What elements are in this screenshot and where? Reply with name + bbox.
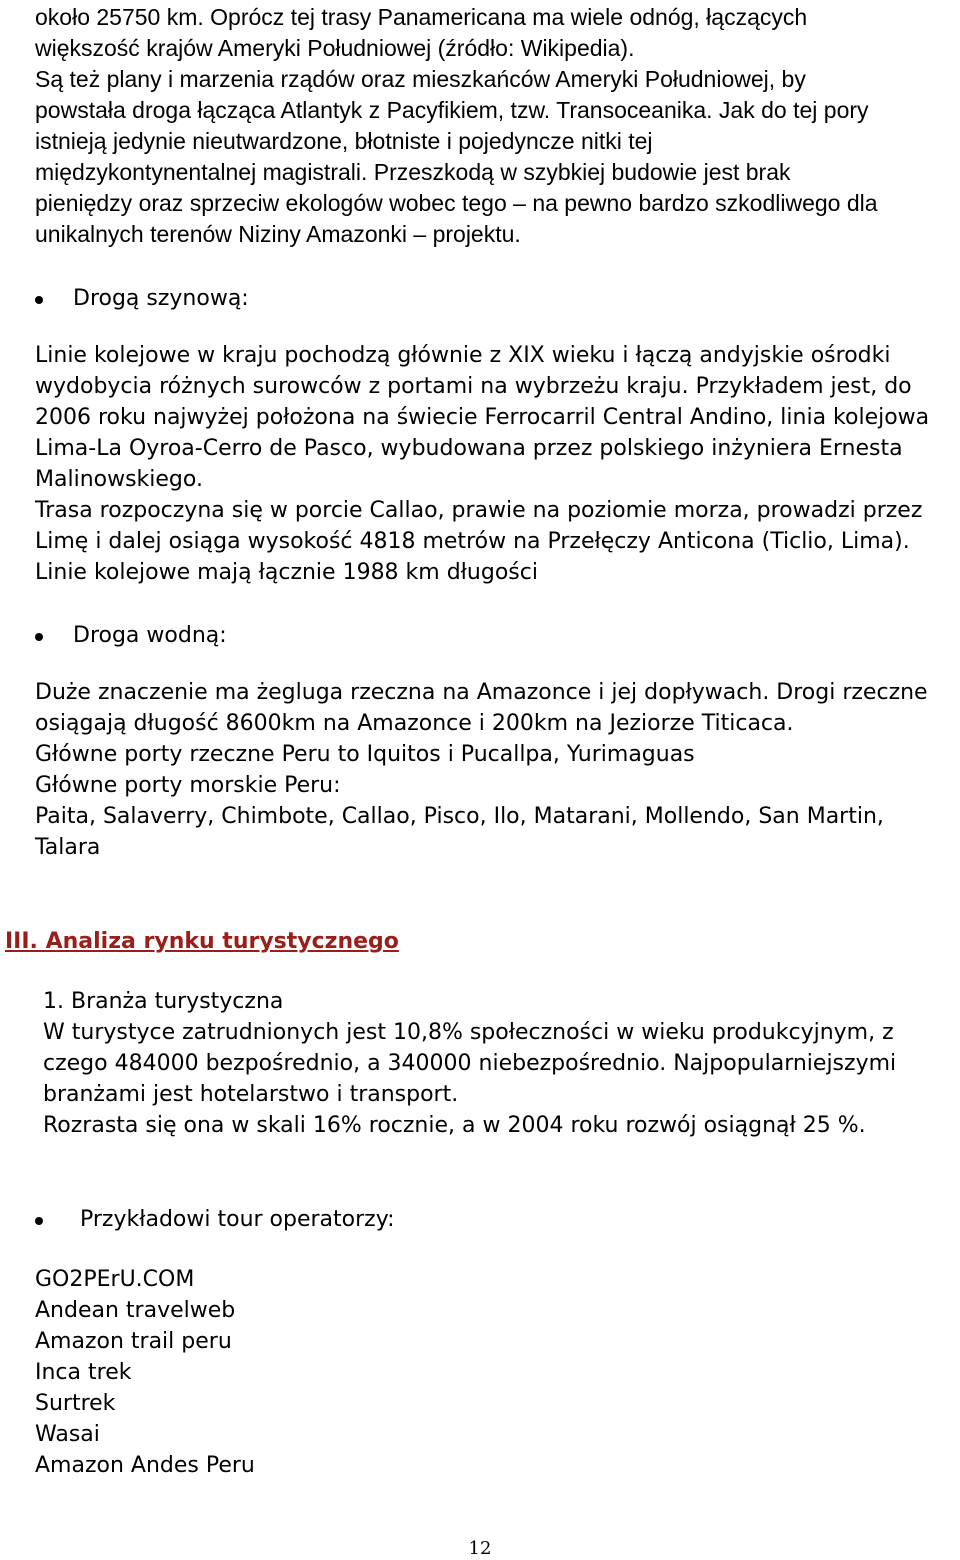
text-line: czego 484000 bezpośrednio, a 340000 niebezpośrednio. Najpopularniejszymi [43,1051,897,1076]
text-line: Są też plany i marzenia rządów oraz mieszkańców Ameryki Południowej, by [35,66,806,92]
text-line: około 25750 km. Oprócz tej trasy Panamericana ma wiele odnóg, łączących [35,4,808,30]
list-item: Inca trek [35,1360,132,1385]
text-line: istnieją jedynie nieutwardzone, błotniste i pojedyncze nitki tej [35,128,653,154]
text-line: Główne porty rzeczne Peru to Iquitos i Pucallpa, Yurimaguas [35,742,695,767]
text-line: W turystyce zatrudnionych jest 10,8% społeczności w wieku produkcyjnym, z [43,1020,894,1045]
bullet-label: Drogą szynową: [73,286,249,311]
list-item: Amazon Andes Peru [35,1453,255,1478]
text-line: powstała droga łącząca Atlantyk z Pacyfikiem, tzw. Transoceanika. Jak do tej pory [35,97,869,123]
text-line: Trasa rozpoczyna się w porcie Callao, prawie na poziomie morza, prowadzi przez [35,498,923,523]
text-line: osiągają długość 8600km na Amazonce i 200km na Jeziorze Titicaca. [35,711,794,736]
text-line: Rozrasta się ona w skali 16% rocznie, a w 2004 roku rozwój osiągnął 25 %. [43,1113,866,1138]
paragraph-rail [35,340,960,588]
paragraph-water [35,677,960,863]
subsection-title: 1. Branża turystyczna [43,989,284,1014]
text-line: Limę i dalej osiąga wysokość 4818 metrów na Przełęczy Anticona (Ticlio, Lima). [35,529,910,554]
subsection-tourism [43,986,960,1141]
list-item: Wasai [35,1422,100,1447]
text-line: Duże znaczenie ma żegluga rzeczna na Amazonce i jej dopływach. Drogi rzeczne [35,680,928,705]
bullet-icon [35,1217,43,1225]
operators-list [35,1264,960,1481]
text-line: unikalnych terenów Niziny Amazonki – projektu. [35,221,521,247]
text-line: Linie kolejowe w kraju pochodzą głównie z XIX wieku i łączą andyjskie ośrodki [35,343,891,368]
text-line: międzykontynentalnej magistrali. Przeszkodą w szybkiej budowie jest brak [35,159,791,185]
text-line: branżami jest hotelarstwo i transport. [43,1082,459,1107]
list-item: GO2PErU.COM [35,1267,195,1292]
text-line: większość krajów Ameryki Południowej (źródło: Wikipedia). [35,35,635,61]
text-line: Główne porty morskie Peru: [35,773,341,798]
text-line: Malinowskiego. [35,467,203,492]
text-line: Linie kolejowe mają łącznie 1988 km długości [35,560,538,585]
text-line: wydobycia różnych surowców z portami na wybrzeżu kraju. Przykładem jest, do [35,374,912,399]
page-number: 12 [468,1538,492,1559]
bullet-label: Droga wodną: [73,623,227,648]
list-item: Andean travelweb [35,1298,236,1323]
text-line: Paita, Salaverry, Chimbote, Callao, Pisco, Ilo, Matarani, Mollendo, San Martin, [35,804,884,829]
paragraph-transoceanika [35,2,960,250]
list-item: Surtrek [35,1391,116,1416]
text-line: Talara [35,835,101,860]
text-line: pieniędzy oraz sprzeciw ekologów wobec tego – na pewno bardzo szkodliwego dla [35,190,878,216]
bullet-label: Przykładowi tour operatorzy: [80,1207,395,1232]
text-line: 2006 roku najwyżej położona na świecie Ferrocarril Central Andino, linia kolejowa [35,405,930,430]
section-heading: III. Analiza rynku turystycznego [5,929,399,954]
list-item: Amazon trail peru [35,1329,232,1354]
bullet-icon [35,296,43,304]
text-line: Lima-La Oyroa-Cerro de Pasco, wybudowana przez polskiego inżyniera Ernesta [35,436,903,461]
bullet-icon [35,633,43,641]
